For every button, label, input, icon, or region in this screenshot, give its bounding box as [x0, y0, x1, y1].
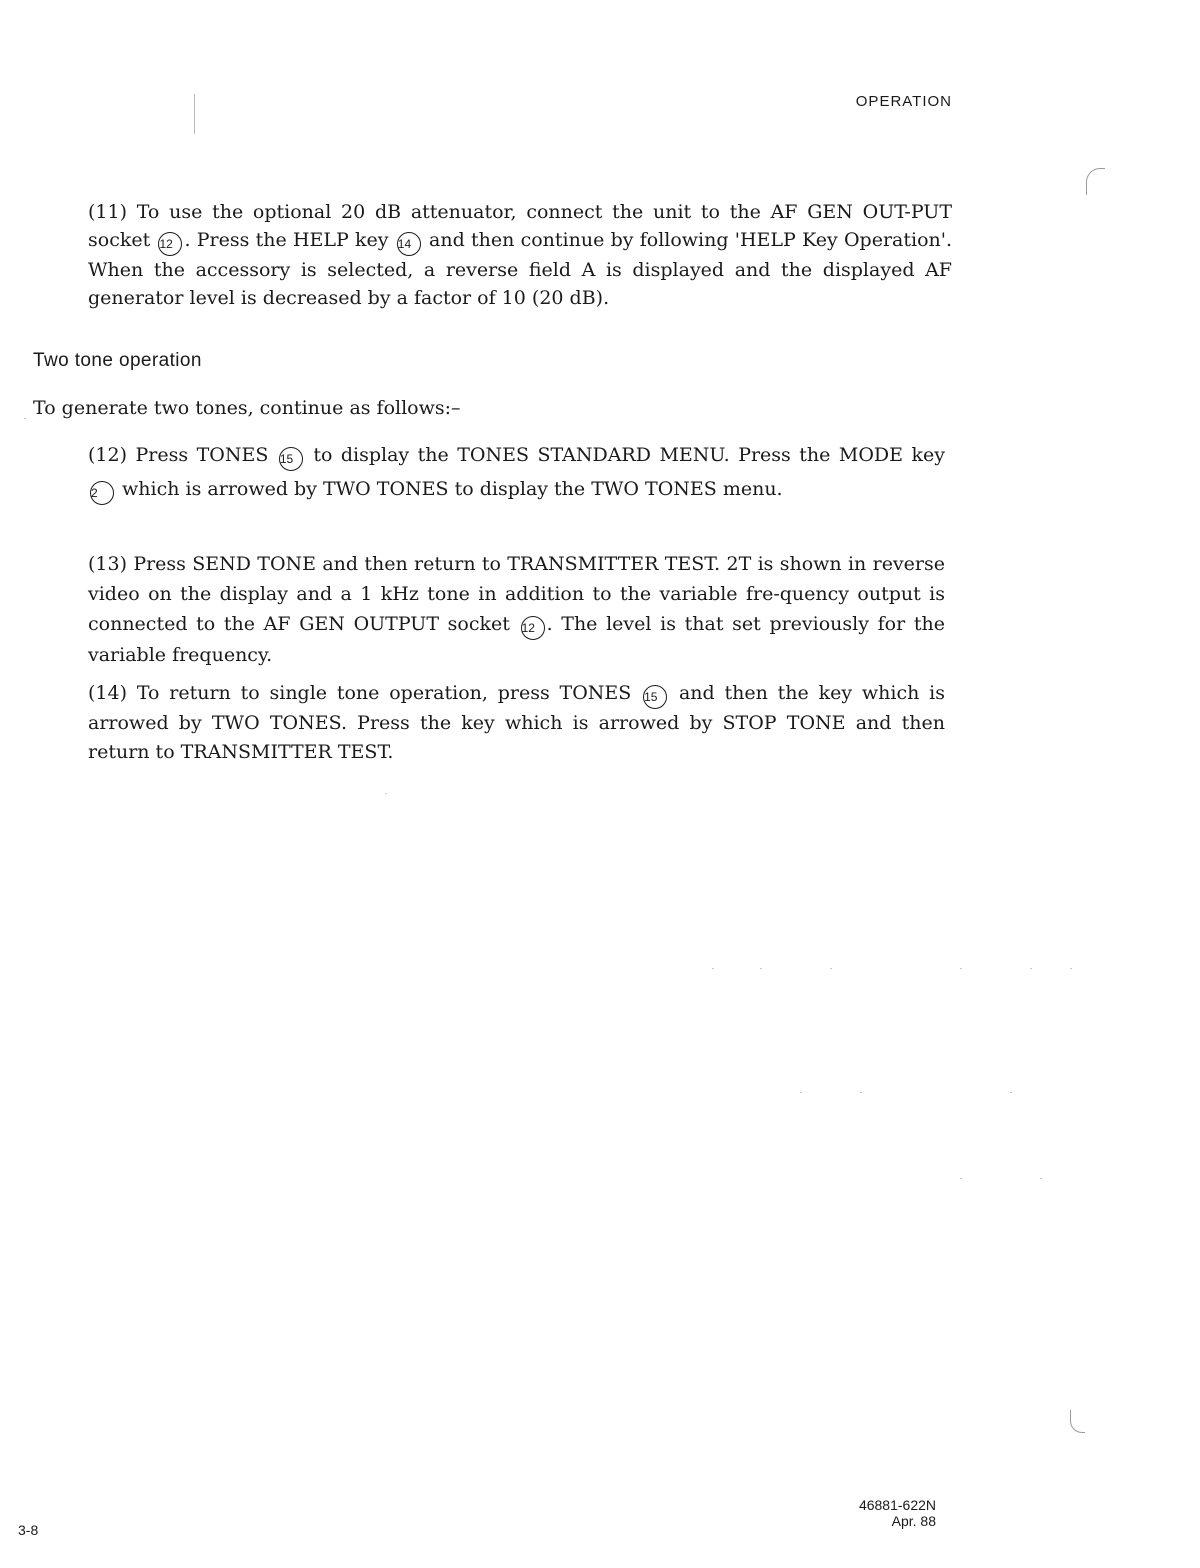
scan-speck: [712, 968, 714, 969]
step-11-text-2: . Press the HELP key: [184, 229, 389, 251]
scan-corner-mark-top: [1086, 168, 1105, 195]
step-13-paragraph: [88, 549, 945, 670]
step-11-paragraph: [88, 198, 952, 312]
step-12-text-1: (12) Press TONES: [88, 444, 269, 466]
step-12-text-3: which is arrowed by TWO TONES to display the TWO TONES menu.: [122, 478, 783, 500]
scan-speck: [960, 968, 962, 969]
scan-speck: [1010, 1092, 1012, 1093]
document-date: Apr. 88: [891, 1513, 936, 1529]
callout-14-icon: 14: [397, 232, 421, 256]
step-12-text-2: to display the TONES STANDARD MENU. Press the MODE key: [313, 444, 945, 466]
step-14-text-2: and then the key which is arrowed by TWO TONES. Press the key which is arrowed by STOP TONE and then return to TRANSMITTER TEST.: [88, 682, 946, 763]
scan-speck: [800, 1092, 802, 1093]
scan-speck: [860, 1092, 862, 1093]
scan-speck: [385, 793, 387, 794]
page-number: 3-8: [18, 1522, 39, 1538]
callout-2-icon: 2: [90, 481, 114, 505]
callout-15-icon: 15: [279, 447, 303, 471]
scan-speck: [1030, 968, 1032, 969]
scan-speck: [1070, 968, 1072, 969]
step-11-text-1: (11) To use the optional 20 dB attenuator, connect the unit to the AF GEN OUT-PUT socket: [88, 201, 952, 251]
step-13-text-1: (13) Press SEND TONE and then return to TRANSMITTER TEST. 2T is shown in reverse video on the display and a 1 kHz tone in addition to the variable fre-quency output is connected to the AF GEN OUTPUT socket: [88, 553, 945, 635]
section-heading: Two tone operation: [33, 350, 202, 371]
running-header: OPERATION: [855, 93, 952, 110]
step-14-paragraph: [88, 679, 945, 767]
callout-12-icon: 12: [521, 616, 545, 640]
callout-12-icon: 12: [158, 232, 182, 256]
step-11-text-3: and then continue by following 'HELP Key Operation'. When the accessory is selected, a reverse field A is displayed and the displayed AF generator level is decreased by a factor of 10 (20 dB).: [88, 229, 953, 309]
document-number: 46881-622N: [858, 1497, 936, 1513]
callout-15-icon: 15: [643, 685, 667, 709]
step-14-text-1: (14) To return to single tone operation, press TONES: [88, 682, 632, 704]
scan-speck: [1040, 1178, 1042, 1179]
margin-mark: [194, 94, 195, 134]
document-reference: [820, 1497, 936, 1529]
scan-speck: [24, 418, 26, 419]
scan-speck: [760, 968, 762, 969]
section-intro: To generate two tones, continue as follows:–: [33, 397, 461, 419]
scan-corner-mark-bottom: [1070, 1410, 1085, 1433]
step-12-paragraph: [88, 438, 945, 506]
step-13-text-2: . The level is that set previously for the variable frequency.: [88, 613, 945, 666]
scan-speck: [960, 1178, 962, 1179]
scan-speck: [830, 968, 832, 969]
